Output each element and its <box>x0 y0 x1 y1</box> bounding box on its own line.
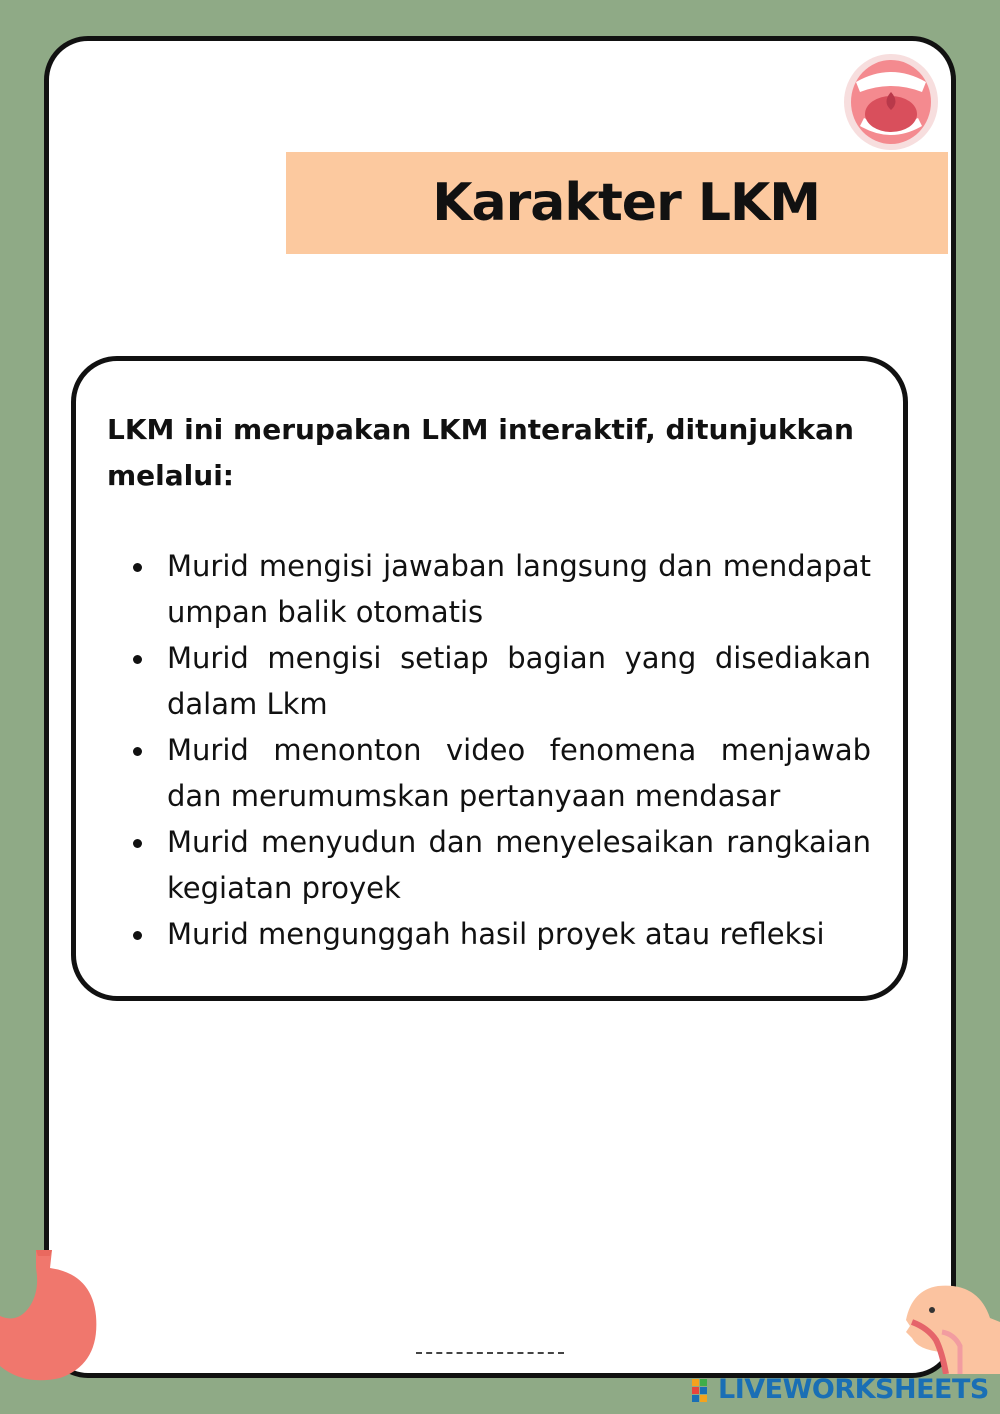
list-item-text: Murid menonton video fenomena menjawab dan merumumskan pertanyaan mendasar <box>167 733 871 813</box>
liveworksheets-brand <box>692 1374 989 1405</box>
list-item-text: Murid mengisi jawaban langsung dan mendapat umpan balik otomatis <box>167 549 871 629</box>
feature-list <box>107 543 871 957</box>
brand-text: LIVEWORKSHEETS <box>718 1374 989 1405</box>
title-banner <box>286 152 948 254</box>
list-item <box>107 911 871 957</box>
bullet-icon <box>107 911 167 940</box>
page-title: Karakter LKM <box>432 173 820 233</box>
bullet-icon <box>107 635 167 664</box>
bullet-icon <box>107 727 167 756</box>
list-item <box>107 727 871 819</box>
bullet-icon <box>107 543 167 572</box>
stomach-illustration <box>0 1246 100 1386</box>
list-item <box>107 819 871 911</box>
head-throat-illustration <box>898 1282 1000 1374</box>
intro-text: LKM ini merupakan LKM interaktif, ditunjukkan melalui: <box>107 413 854 492</box>
liveworksheets-logo-icon <box>692 1377 716 1403</box>
list-item-text: Murid mengunggah hasil proyek atau refleksi <box>167 917 825 951</box>
list-item-text: Murid menyudun dan menyelesaikan rangkaian kegiatan proyek <box>167 825 871 905</box>
list-item <box>107 635 871 727</box>
list-item <box>107 543 871 635</box>
page-divider <box>416 1352 564 1354</box>
info-card <box>71 356 908 1001</box>
list-item-text: Murid mengisi setiap bagian yang disediakan dalam Lkm <box>167 641 871 721</box>
bullet-icon <box>107 819 167 848</box>
mouth-illustration <box>842 52 940 152</box>
